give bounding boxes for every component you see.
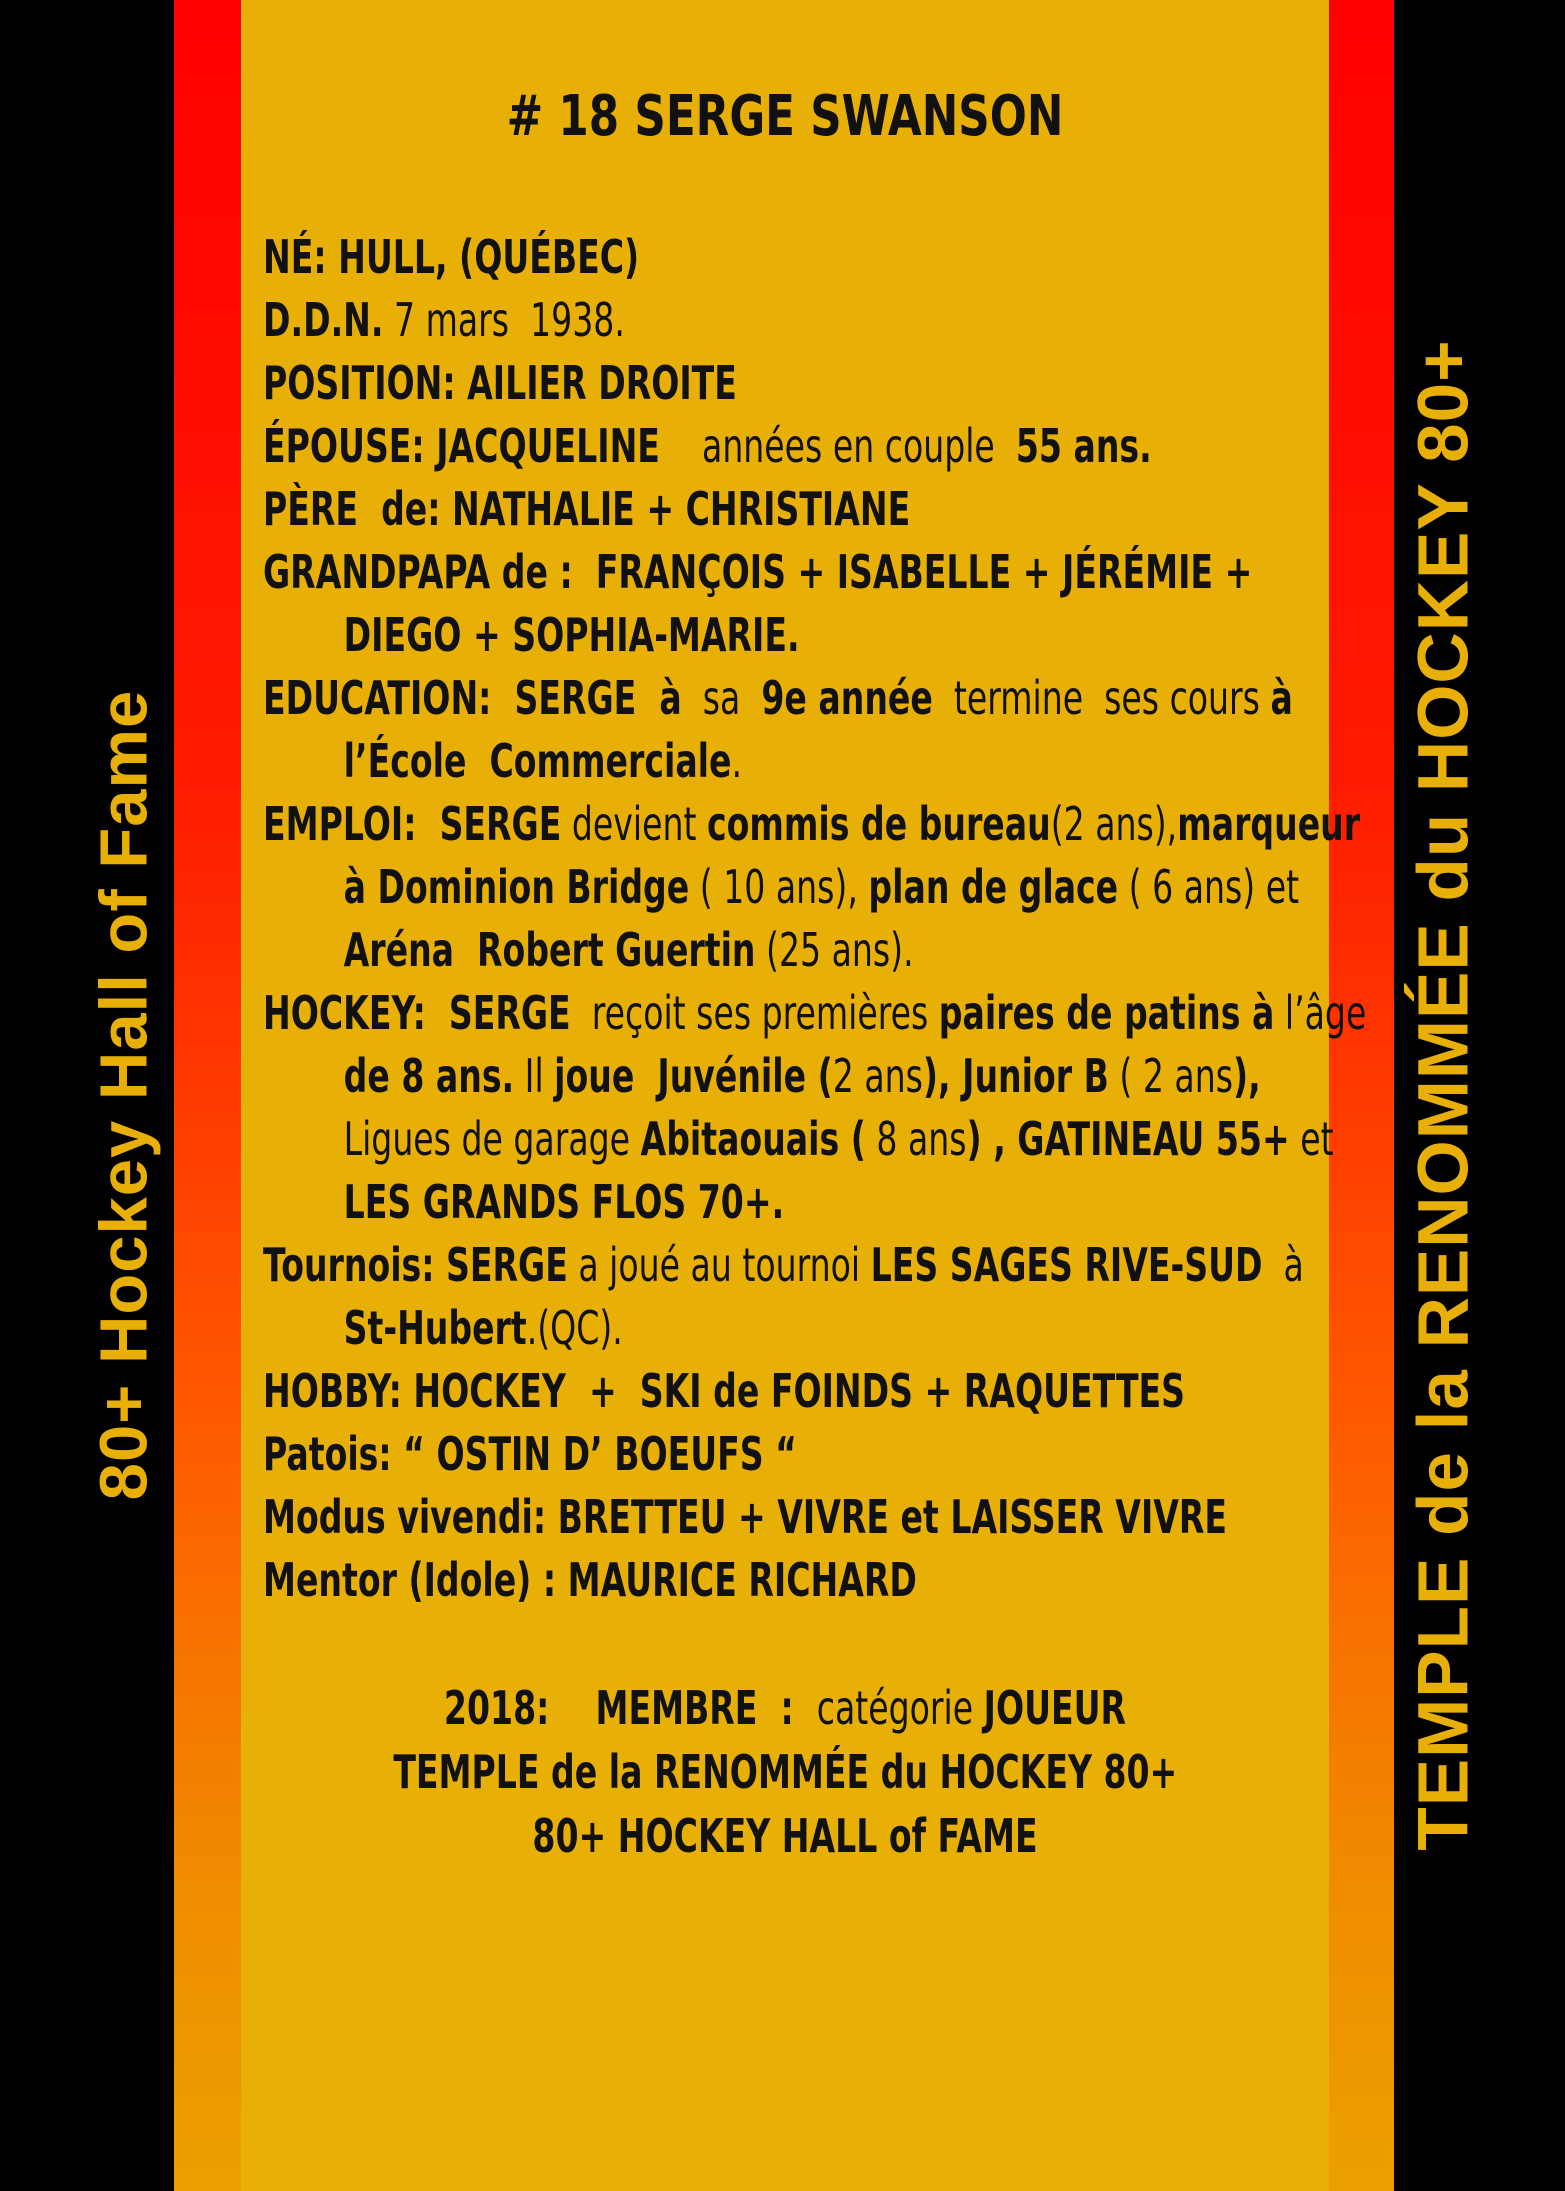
bio-bold-text: marqueur [1177,797,1361,851]
bio-regular-text: 8 ans [865,1112,967,1166]
bio-regular-text: et [1289,1112,1334,1166]
side-caption-right: TEMPLE de la RENOMMÉE du HOCKEY 80+ [1404,339,1484,1851]
bio-line [263,478,1127,541]
bio-regular-text: (25 ans). [755,923,914,977]
bio-regular-text: devient [561,797,707,851]
bio-line [263,1234,1304,1297]
bio-bold-text: paires de patins à [938,986,1275,1040]
bio-bold-text: LES GRANDS FLOS 70+. [343,1175,785,1229]
bio-bold-text: EDUCATION: SERGE à [263,671,682,725]
bio-regular-text: (2 ans), [1050,797,1178,851]
biography-text [263,226,1367,1612]
bio-bold-text: Aréna Robert Guertin [343,923,756,977]
bio-regular-text: ( 10 ans), [689,860,869,914]
bio-regular-text: a joué au tournoi [567,1238,871,1292]
bio-line [263,1423,1127,1486]
bio-line [263,1360,1186,1423]
bio-bold-text: Abitaouais ( [640,1112,866,1166]
bio-regular-text: à [1262,1238,1304,1292]
bio-regular-text: .(QC). [526,1301,623,1355]
bio-bold-text: PÈRE de: NATHALIE + CHRISTIANE [263,482,911,536]
bio-regular-text: reçoit ses premières [570,986,939,1040]
bio-bold-text: Patois: “ OSTIN D’ BOEUFS “ [263,1427,797,1481]
bio-bold-text: plan de glace [868,860,1119,914]
bio-bold-text: ), [1232,1049,1261,1103]
bio-regular-text: ( 6 ans) et [1118,860,1300,914]
bio-bold-text: St-Hubert [343,1301,527,1355]
bio-line [263,1549,1127,1612]
bio-bold-text: HOCKEY: SERGE [263,986,571,1040]
bio-line [263,604,1127,667]
bio-regular-text: 7 mars 1938. [383,293,625,347]
bio-bold-text: GRANDPAPA de : FRANÇOIS + ISABELLE + JÉRÉMIE + [263,545,1253,599]
bio-bold-text: à [1270,671,1293,725]
bio-bold-text: 55 ans. [1015,419,1152,473]
right-gradient-stripe [1329,0,1394,2191]
bio-line [263,667,1293,730]
bio-regular-text: Il [514,1049,555,1103]
bio-regular-text: sa [681,671,762,725]
bio-regular-text: 2 ans [832,1049,923,1103]
bio-bold-text: l’École Commerciale [343,734,732,788]
bio-regular-text: . [731,734,743,788]
bio-bold-text: à Dominion Bridge [343,860,690,914]
bio-bold-text: D.D.N. [263,293,384,347]
bio-line [263,226,1127,289]
bio-bold-text: DIEGO + SOPHIA-MARIE. [343,608,800,662]
bio-regular-text: ( 2 ans [1108,1049,1233,1103]
side-caption-left: 80+ Hockey Hall of Fame [86,689,162,1501]
bio-line [263,1171,1127,1234]
bio-line [263,982,1367,1045]
bio-regular-text: années en couple [659,419,1016,473]
bio-bold-text: HOBBY: HOCKEY + SKI de FOINDS + RAQUETTES [263,1364,1186,1418]
bio-bold-text: ÉPOUSE: JACQUELINE [263,419,660,473]
bio-bold-text: Mentor (Idole) : MAURICE RICHARD [263,1553,917,1607]
bio-regular-text: termine ses cours [932,671,1271,725]
left-gradient-stripe [174,0,241,2191]
bio-line [263,289,1127,352]
bio-line [263,919,1127,982]
footer-category-label: catégorie [816,1681,984,1735]
bio-bold-text: ) , GATINEAU 55+ [966,1112,1290,1166]
bio-bold-text: NÉ: HULL, (QUÉBEC) [263,230,640,284]
bio-line [263,730,1127,793]
bio-bold-text: joue Juvénile ( [554,1049,833,1103]
bio-line [263,793,1361,856]
bio-bold-text: LES SAGES RIVE-SUD [870,1238,1263,1292]
footer-category-value: JOUEUR [983,1681,1127,1735]
bio-bold-text: Tournois: SERGE [263,1238,568,1292]
bio-line [263,1108,1334,1171]
bio-bold-text: Modus vivendi: BRETTEU + VIVRE et LAISSER VIVRE [263,1490,1228,1544]
footer-line-temple: TEMPLE de la RENOMMÉE du HOCKEY 80+ [393,1745,1178,1799]
membership-footer [241,1676,1329,1868]
bio-line [263,541,1253,604]
bio-regular-text: Ligues de garage [343,1112,641,1166]
bio-line [263,1045,1261,1108]
bio-bold-text: commis de bureau [706,797,1051,851]
bio-line [263,1297,1127,1360]
bio-line [263,1486,1228,1549]
bio-line [263,415,1152,478]
bio-bold-text: ), Junior B [922,1049,1109,1103]
bio-line [263,856,1300,919]
bio-bold-text: EMPLOI: SERGE [263,797,562,851]
bio-bold-text: de 8 ans. [343,1049,515,1103]
footer-year-member: 2018: MEMBRE : [443,1681,817,1735]
footer-line-membership [393,1676,1176,1740]
bio-regular-text: l’âge [1274,986,1367,1040]
bio-bold-text: POSITION: AILIER DROITE [263,356,737,410]
bio-line [263,352,1127,415]
card-title: # 18 SERGE SWANSON [506,84,1064,149]
footer-line-hall-of-fame: 80+ HOCKEY HALL of FAME [532,1809,1038,1863]
bio-bold-text: 9e année [761,671,933,725]
